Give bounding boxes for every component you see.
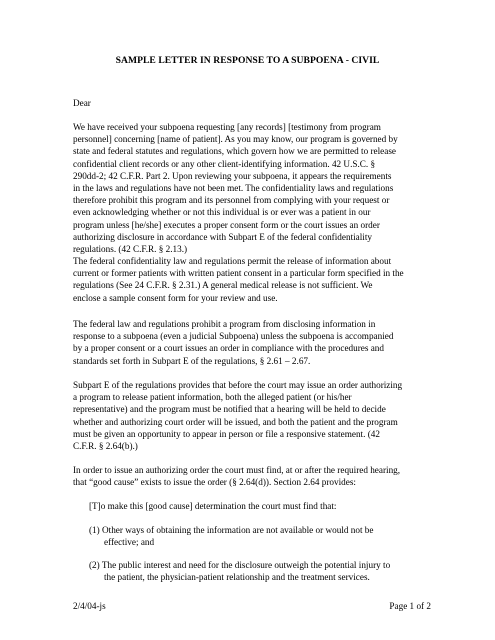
text-line: 290dd-2; 42 C.F.R. Part 2. Upon reviewing your subpoena, it appears the requirements: [73, 170, 392, 181]
quote-item-line: [89, 559, 429, 571]
text-line: that “good cause” exists to issue the order (§ 2.64(d)). Section 2.64 provides:: [73, 477, 356, 488]
text-line: personnel] concerning [name of patient]. As you may know, our program is governed by: [73, 134, 398, 145]
text-line: We have received your subpoena requesting [any records] [testimony from program: [73, 122, 381, 132]
text-line: in the laws and regulations have not been met. The confidentiality laws and regulations: [73, 183, 394, 194]
text-line: C.F.R. § 2.64(b).): [73, 441, 138, 452]
text-line: regulations (See 24 C.F.R. § 2.31.) A general medical release is not sufficient. We: [73, 280, 373, 291]
text-line: by a proper consent or a court issues an order in compliance with the procedures and: [73, 343, 384, 354]
text-line: a program to release patient information, both the alleged patient (or his/her: [73, 392, 352, 403]
text-line: confidential client records or any other client-identifying information. 42 U.S.C. §: [73, 158, 376, 169]
salutation-text: Dear: [73, 98, 91, 108]
quote-item-1: [89, 524, 429, 548]
text-line: regulations. (42 C.F.R. § 2.13.): [73, 244, 188, 255]
quote-item-marker: (2): [89, 560, 100, 570]
paragraph-4: [73, 379, 433, 452]
paragraph-1: [73, 121, 433, 255]
text-line: Subpart E of the regulations provides that before the court may issue an order authorizing: [73, 380, 403, 390]
footer-date: 2/4/04-js: [73, 601, 106, 611]
text-line: representative) and the program must be notified that a hearing will be held to decide: [73, 404, 386, 415]
text-line: even acknowledging whether or not this individual is or ever was a patient in our: [73, 207, 371, 218]
salutation: [73, 97, 433, 109]
text-line: must be given an opportunity to appear in person or file a responsive statement. (42: [73, 428, 380, 439]
quote-item-line: [89, 524, 429, 536]
quote-intro-text: [T]o make this [good cause] determination the court must find that:: [89, 501, 337, 511]
quote-item-marker: (1): [89, 525, 100, 535]
text-line: In order to issue an authorizing order the court must find, at or after the required hearing,: [73, 465, 401, 475]
paragraph-2: [73, 255, 433, 304]
paragraph-3: [73, 318, 433, 367]
text-line: The federal confidentiality law and regulations permit the release of information about: [73, 256, 392, 266]
quote-item-line: effective; and: [104, 537, 155, 548]
text-line: The federal law and regulations prohibit a program from disclosing information in: [73, 319, 376, 329]
text-line: authorizing disclosure in accordance with Subpart E of the federal confidentiality: [73, 231, 372, 242]
quote-item-line: the patient, the physician-patient relationship and the treatment services.: [104, 572, 370, 583]
text-line: response to a subpoena (even a judicial Subpoena) unless the subpoena is accompanied: [73, 331, 394, 342]
text-line: standards set forth in Subpart E of the regulations, § 2.61 – 2.67.: [73, 355, 311, 366]
text-line: whether and authorizing court order will be issued, and both the patient and the program: [73, 416, 398, 427]
text-line: current or former patients with written patient consent in a particular form specified in the: [73, 268, 404, 279]
document-title: SAMPLE LETTER IN RESPONSE TO A SUBPOENA - CIVIL: [115, 55, 380, 66]
text-line: therefore prohibit this program and its personnel from complying with your request or: [73, 195, 390, 206]
quote-intro: [89, 500, 429, 512]
text-line: enclose a sample consent form for your review and use.: [73, 292, 278, 303]
text-line: state and federal statutes and regulations, which govern how we are permitted to release: [73, 146, 396, 157]
quote-item-text: Other ways of obtaining the information are not available or would not be: [102, 525, 374, 535]
quote-item-2: [89, 559, 429, 583]
quote-item-text: The public interest and need for the disclosure outweigh the potential injury to: [101, 560, 391, 570]
text-line: program unless [he/she] executes a proper consent form or the court issues an order: [73, 219, 380, 230]
footer-page-number: Page 1 of 2: [389, 601, 431, 611]
paragraph-5: [73, 464, 433, 488]
